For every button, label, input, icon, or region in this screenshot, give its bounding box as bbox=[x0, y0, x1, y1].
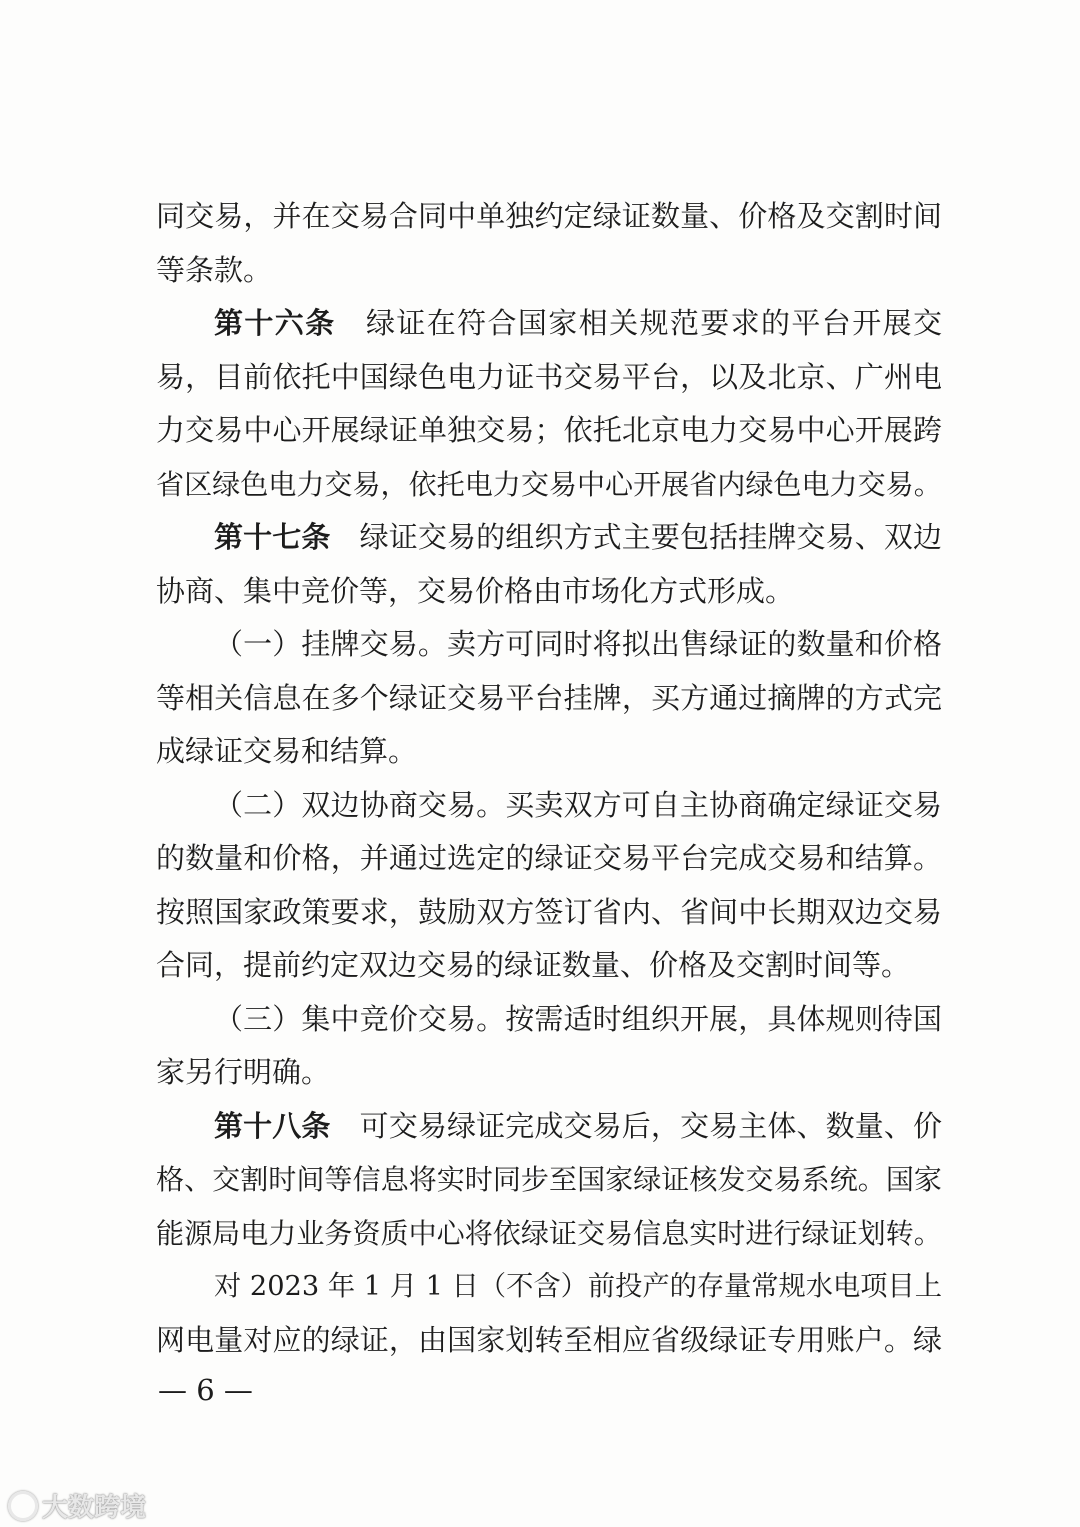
line-text: 绿证交易的组织方式主要包括挂牌交易、双边 bbox=[330, 520, 942, 554]
page-number: — 6 — bbox=[158, 1373, 253, 1407]
document-body bbox=[156, 190, 942, 1367]
text-line bbox=[156, 1260, 942, 1314]
line-text: 家另行明确。 bbox=[156, 1055, 331, 1089]
text-line bbox=[156, 1153, 942, 1207]
line-text: 易，目前依托中国绿色电力证书交易平台，以及北京、广州电 bbox=[156, 359, 942, 394]
text-line bbox=[156, 939, 942, 993]
text-line bbox=[156, 779, 942, 833]
text-line bbox=[156, 511, 942, 565]
line-text: （二）双边协商交易。买卖双方可自主协商确定绿证交易 bbox=[214, 787, 942, 822]
text-line bbox=[156, 244, 942, 298]
text-line bbox=[156, 565, 942, 619]
text-line bbox=[156, 297, 942, 351]
article-title: 第十七条 bbox=[214, 520, 331, 554]
line-text: 等相关信息在多个绿证交易平台挂牌，买方通过摘牌的方式完 bbox=[156, 680, 942, 715]
text-line bbox=[156, 1046, 942, 1100]
text-line bbox=[156, 618, 942, 672]
line-text: 能源局电力业务资质中心将依绿证交易信息实时进行绿证划转。 bbox=[156, 1216, 942, 1250]
text-line bbox=[156, 404, 942, 458]
line-text: 网电量对应的绿证，由国家划转至相应省级绿证专用账户。绿 bbox=[156, 1322, 942, 1357]
text-line bbox=[156, 1100, 942, 1154]
line-text: 同交易，并在交易合同中单独约定绿证数量、价格及交割时间 bbox=[156, 199, 942, 233]
text-line bbox=[156, 190, 942, 244]
article-title: 第十八条 bbox=[214, 1108, 331, 1143]
circle-logo-icon bbox=[8, 1491, 38, 1521]
text-line bbox=[156, 832, 942, 886]
line-text: 对 2023 年 1 月 1 日（不含）前投产的存量常规水电项目上 bbox=[214, 1271, 942, 1302]
text-line bbox=[156, 1314, 942, 1368]
line-text: 等条款。 bbox=[156, 252, 273, 287]
line-text: 协商、集中竞价等，交易价格由市场化方式形成。 bbox=[156, 573, 795, 608]
line-text: （一）挂牌交易。卖方可同时将拟出售绿证的数量和价格 bbox=[214, 627, 942, 661]
watermark-text: 大数跨境 bbox=[42, 1493, 147, 1523]
line-text: 省区绿色电力交易，依托电力交易中心开展省内绿色电力交易。 bbox=[156, 467, 942, 501]
watermark bbox=[8, 1487, 146, 1524]
article-title: 第十六条 bbox=[214, 306, 336, 340]
line-text: 力交易中心开展绿证单独交易；依托北京电力交易中心开展跨 bbox=[156, 413, 942, 447]
text-line bbox=[156, 886, 942, 940]
line-text: 绿证在符合国家相关规范要求的平台开展交 bbox=[335, 306, 942, 340]
line-text: 成绿证交易和结算。 bbox=[156, 734, 418, 768]
line-text: 的数量和价格，并通过选定的绿证交易平台完成交易和结算。 bbox=[156, 841, 942, 875]
text-line bbox=[156, 725, 942, 779]
text-line bbox=[156, 351, 942, 405]
text-line bbox=[156, 672, 942, 726]
text-line bbox=[156, 458, 942, 512]
text-line bbox=[156, 1207, 942, 1261]
line-text: （三）集中竞价交易。按需适时组织开展，具体规则待国 bbox=[214, 1001, 942, 1036]
text-line bbox=[156, 993, 942, 1047]
line-text: 格、交割时间等信息将实时同步至国家绿证核发交易系统。国家 bbox=[156, 1163, 942, 1196]
line-text: 合同，提前约定双边交易的绿证数量、价格及交割时间等。 bbox=[156, 948, 911, 982]
line-text: 按照国家政策要求，鼓励双方签订省内、省间中长期双边交易 bbox=[156, 894, 942, 929]
line-text: 可交易绿证完成交易后，交易主体、数量、价 bbox=[330, 1108, 942, 1143]
